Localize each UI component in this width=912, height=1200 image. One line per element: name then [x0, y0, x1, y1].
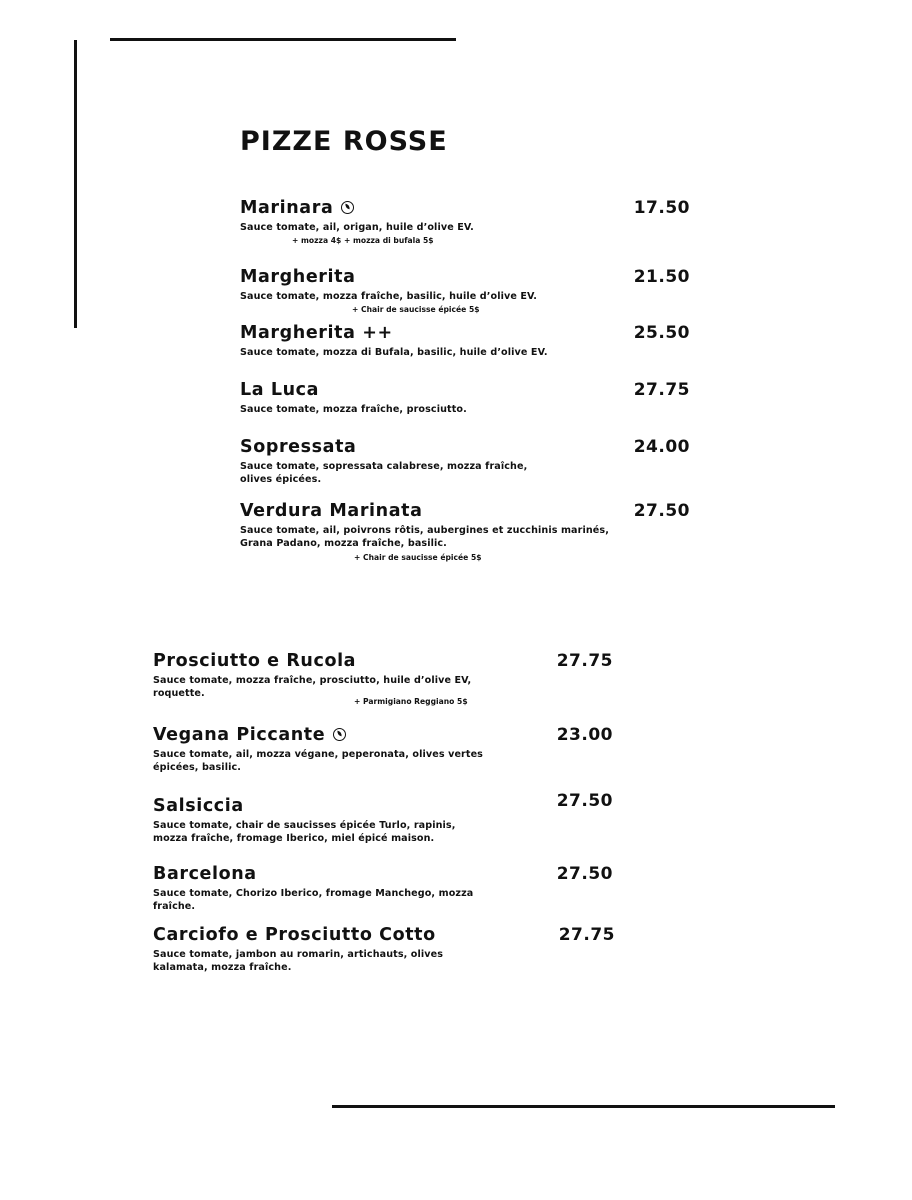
item-extra: + Chair de saucisse épicée 5$	[352, 305, 480, 314]
menu-item	[240, 323, 690, 359]
left-rule	[74, 40, 77, 328]
item-price: 17.50	[633, 198, 690, 218]
item-description: Sauce tomate, ail, poivrons rôtis, aubergines et zucchinis marinés, Grana Padano, mozza fraîche, basilic.	[240, 525, 609, 549]
item-description: Sauce tomate, Chorizo Iberico, fromage Manchego, mozza fraîche.	[153, 888, 474, 912]
top-rule	[110, 38, 456, 41]
bottom-rule	[332, 1105, 835, 1108]
menu-item	[240, 380, 690, 416]
section-title: PIZZE ROSSE	[240, 126, 448, 157]
item-extra: + Chair de saucisse épicée 5$	[354, 553, 482, 562]
item-price: 27.50	[556, 791, 613, 811]
item-name: Margherita ++	[240, 323, 393, 343]
item-name: Vegana Piccante	[153, 725, 326, 745]
menu-item	[240, 198, 690, 234]
item-description: Sauce tomate, jambon au romarin, artichauts, olives kalamata, mozza fraîche.	[153, 949, 444, 973]
item-extra: + mozza 4$ + mozza di bufala 5$	[292, 236, 434, 245]
item-price: 27.75	[633, 380, 690, 400]
item-description: Sauce tomate, ail, origan, huile d’olive EV.	[240, 222, 474, 233]
item-price: 25.50	[633, 323, 690, 343]
item-name: La Luca	[240, 380, 320, 400]
item-price: 23.00	[556, 725, 613, 745]
menu-item	[153, 864, 613, 913]
item-description: Sauce tomate, mozza fraîche, prosciutto.	[240, 404, 467, 415]
menu-item	[153, 925, 615, 974]
item-name: Marinara	[240, 198, 334, 218]
item-name: Verdura Marinata	[240, 501, 423, 521]
item-price: 27.75	[558, 925, 615, 945]
item-price: 27.50	[633, 501, 690, 521]
menu-item	[153, 791, 613, 845]
item-extra: + Parmigiano Reggiano 5$	[354, 697, 468, 706]
item-name: Prosciutto e Rucola	[153, 651, 357, 671]
leaf-icon	[341, 201, 354, 214]
menu-item	[240, 267, 690, 303]
item-price: 21.50	[633, 267, 690, 287]
item-price: 27.75	[556, 651, 613, 671]
item-name: Carciofo e Prosciutto Cotto	[153, 925, 436, 945]
item-description: Sauce tomate, sopressata calabrese, mozza fraîche, olives épicées.	[240, 461, 528, 485]
item-description: Sauce tomate, mozza fraîche, basilic, huile d’olive EV.	[240, 291, 538, 302]
item-name: Salsiccia	[153, 796, 244, 816]
item-description: Sauce tomate, mozza fraîche, prosciutto, huile d’olive EV, roquette.	[153, 675, 472, 699]
leaf-icon	[333, 728, 346, 741]
menu-item	[240, 501, 690, 550]
item-description: Sauce tomate, ail, mozza végane, peperonata, olives vertes épicées, basilic.	[153, 749, 483, 773]
item-description: Sauce tomate, chair de saucisses épicée Turlo, rapinis, mozza fraîche, fromage Iberico, miel épicé maison.	[153, 820, 456, 844]
item-description: Sauce tomate, mozza di Bufala, basilic, huile d’olive EV.	[240, 347, 548, 358]
menu-item	[153, 651, 613, 700]
item-price: 27.50	[556, 864, 613, 884]
item-name: Barcelona	[153, 864, 257, 884]
item-name: Margherita	[240, 267, 356, 287]
menu-item	[240, 437, 690, 486]
item-name: Sopressata	[240, 437, 357, 457]
item-price: 24.00	[633, 437, 690, 457]
menu-item	[153, 725, 613, 774]
